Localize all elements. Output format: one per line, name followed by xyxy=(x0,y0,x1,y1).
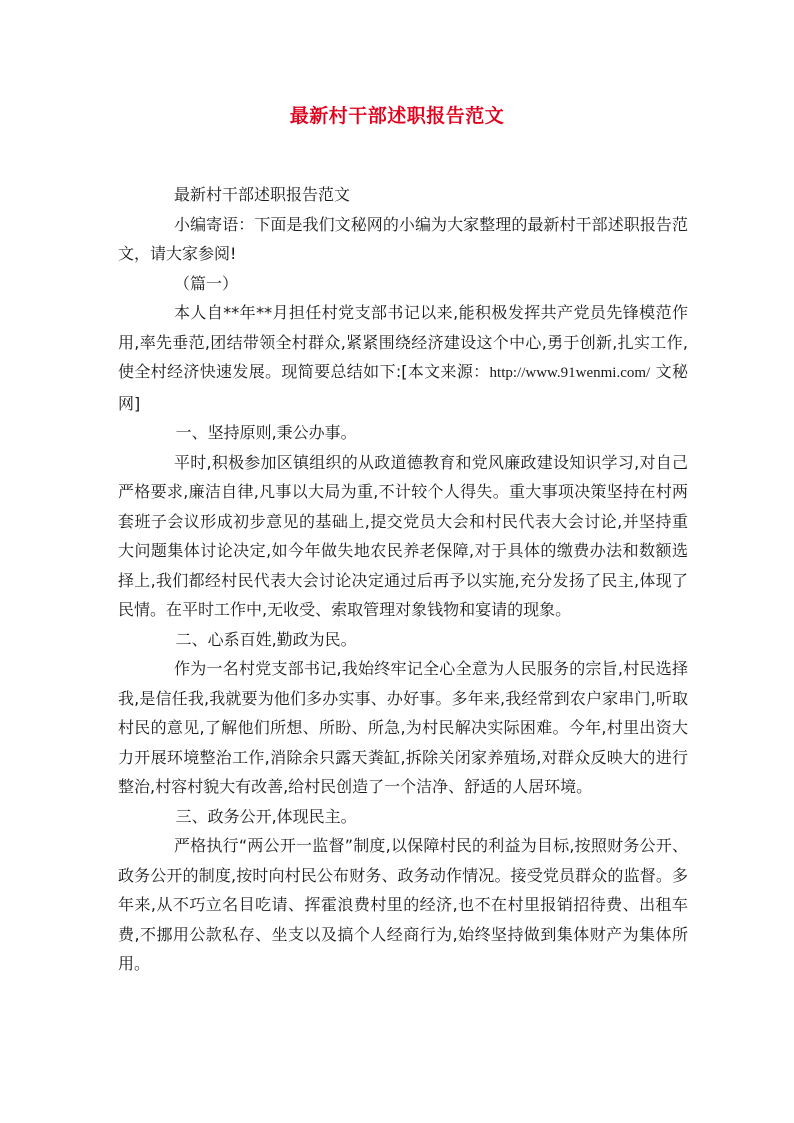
section-body: 平时,积极参加区镇组织的从政道德教育和党风廉政建设知识学习,对自己严格要求,廉洁自律,凡事以大局为重,不计较个人得失。重大事项决策坚持在村两套班子会议形成初步意见的基础上,提交党员大会和村民代表大会讨论,并坚持重大问题集体讨论决定,如今年做失地农民养老保障,对于具体的缴费办法和数额选择上,我们都经村民代表大会讨论决定通过后再予以实施,充分发扬了民主,体现了民情。在平时工作中,无收受、索取管理对象钱物和宴请的现象。 xyxy=(118,452,688,619)
document-subtitle: 最新村干部述职报告范文 xyxy=(174,185,351,204)
document-body xyxy=(118,180,688,979)
section-heading: 二、心系百姓,勤政为民。 xyxy=(175,629,357,649)
section-body: 作为一名村党支部书记,我始终牢记全心全意为人民服务的宗旨,村民选择我,是信任我,我就要为他们多办实事、办好事。多年来,我经常到农户家串门,听取村民的意见,了解他们所想、所盼、所急,为村民解决实际困难。今年,村里出资大力开展环境整治工作,消除余只露天粪缸,拆除关闭家养殖场,对群众反映大的进行整治,村容村貌大有改善,给村民创造了一个洁净、舒适的人居环境。 xyxy=(118,659,688,796)
document-title: 最新村干部述职报告范文 xyxy=(289,105,505,127)
section-heading: 一、坚持原则,秉公办事。 xyxy=(175,423,357,442)
source-prefix: [本文来源： xyxy=(401,362,490,381)
source-url: http://www.91wenmi.com/ xyxy=(489,365,651,381)
source-suffix: 文秘网] xyxy=(118,362,688,413)
intro-paragraph: 小编寄语：下面是我们文秘网的小编为大家整理的最新村干部述职报告范文，请大家参阅! xyxy=(118,214,688,263)
part-label: （篇一） xyxy=(174,273,239,293)
section-heading: 三、政务公开,体现民主。 xyxy=(175,806,357,826)
section-body: 严格执行“两公开一监督”制度,以保障村民的利益为目标,按照财务公开、政务公开的制度,按时向村民公布财务、政务动作情况。接受党员群众的监督。多年来,从不巧立名目吃请、挥霍浪费村里的经济,也不在村里报销招待费、出租车费,不挪用公款私存、坐支以及搞个人经商行为,始终坚持做到集体财产为集体所用。 xyxy=(118,836,688,973)
opening-paragraph xyxy=(118,298,688,418)
opening-text: 本人自**年**月担任村党支部书记以来,能积极发挥共产党员先锋模范作用,率先垂范,团结带领全村群众,紧紧围绕经济建设这个中心,勇于创新,扎实工作,使全村经济快速发展。现简要总结如下: xyxy=(118,303,688,381)
